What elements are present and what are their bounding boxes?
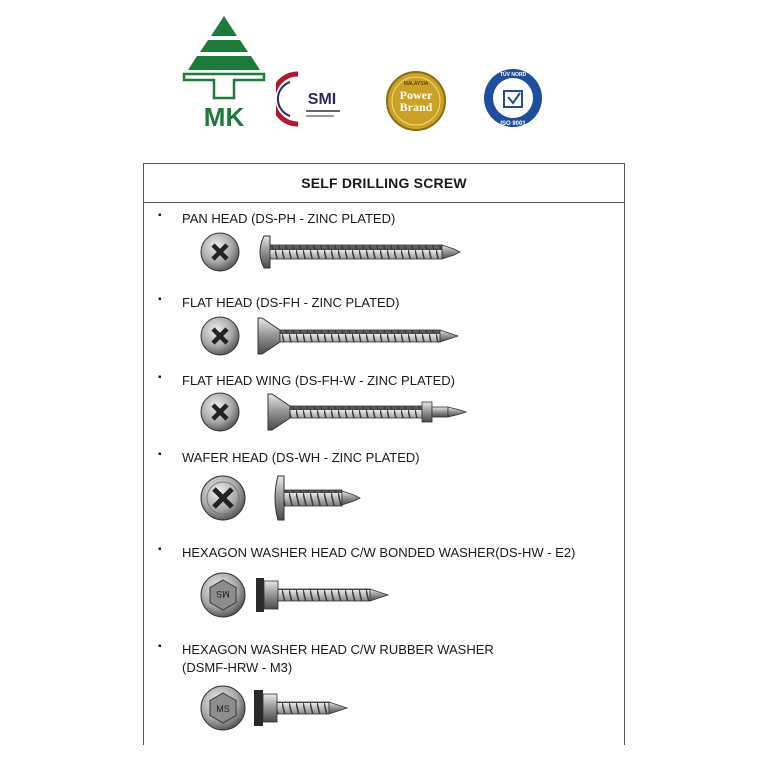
catalog-header: [144, 164, 624, 203]
item-label-code: (DSMF-HRW - M3): [182, 660, 293, 675]
power-brand-line2: Brand: [399, 100, 433, 114]
certification-logos: [0, 0, 768, 150]
flat-head-wing-screw-image: [198, 390, 473, 434]
mk-logo-text: MK: [203, 102, 245, 132]
svg-text:MS: MS: [216, 704, 230, 714]
item-label: HEXAGON WASHER HEAD C/W RUBBER WASHER: [182, 642, 494, 657]
item-label: PAN HEAD (DS-PH - ZINC PLATED): [182, 211, 396, 226]
power-brand-logo: [385, 70, 447, 132]
svg-text:MS: MS: [216, 589, 230, 599]
mk-logo: [178, 14, 270, 132]
smi-logo-text: SMI: [307, 91, 337, 108]
item-label: WAFER HEAD (DS-WH - ZINC PLATED): [182, 450, 420, 465]
power-brand-top: MALAYSIA: [403, 81, 429, 87]
bullet: ▪: [158, 544, 162, 555]
hex-washer-bonded-screw-image: [198, 570, 448, 620]
wafer-head-screw-image: [198, 473, 398, 523]
catalog-title: SELF DRILLING SCREW: [301, 175, 467, 191]
item-label: FLAT HEAD (DS-FH - ZINC PLATED): [182, 295, 400, 310]
bullet: ▪: [158, 372, 162, 383]
tuv-iso-logo: [482, 67, 544, 129]
power-brand-line1: Power: [399, 88, 433, 102]
item-label: FLAT HEAD WING (DS-FH-W - ZINC PLATED): [182, 373, 455, 388]
hex-washer-rubber-screw-image: [198, 683, 418, 733]
flat-head-screw-image: [198, 314, 468, 358]
pan-head-screw-image: [198, 230, 468, 274]
self-drilling-screw-catalog: [143, 163, 625, 745]
bullet: ▪: [158, 294, 162, 305]
tuv-top-text: TÜV NORD: [499, 72, 527, 78]
smi-logo: [276, 70, 358, 128]
item-label: HEXAGON WASHER HEAD C/W BONDED WASHER(DS-HW - E2): [182, 545, 576, 560]
bullet: ▪: [158, 641, 162, 652]
tuv-bottom-text: ISO 9001: [500, 121, 526, 127]
bullet: ▪: [158, 449, 162, 460]
bullet: ▪: [158, 210, 162, 221]
